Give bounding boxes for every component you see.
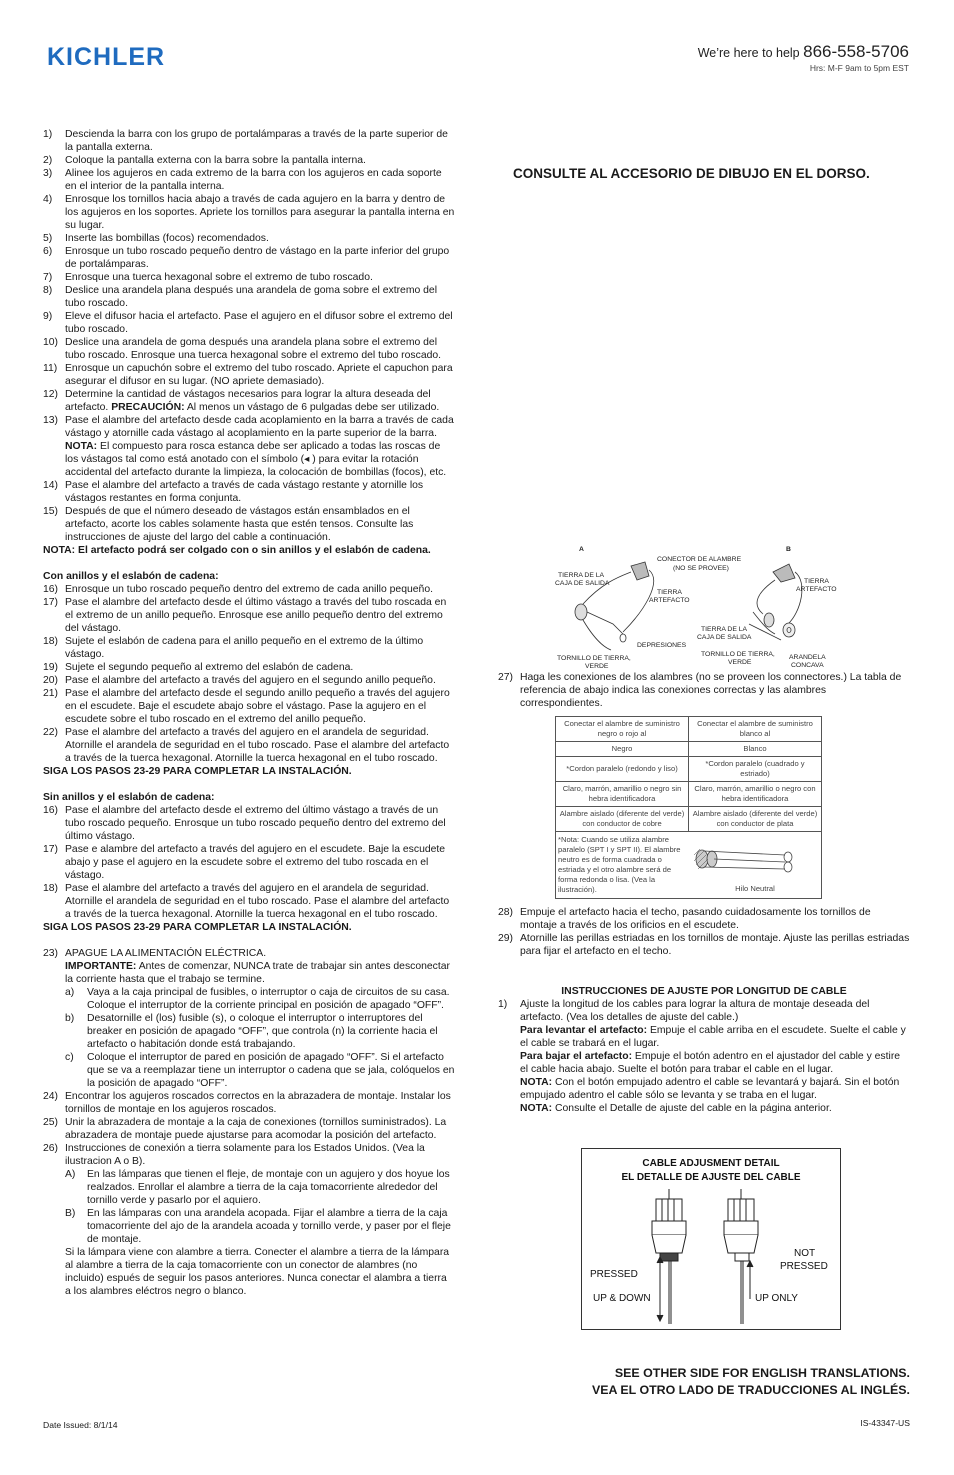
step-item: 10) Deslice una arandela de goma después una arandela plana sobre el extremo del tubo roscado. Enrosque una tuerca hexagonal sobre el extremo del tubo roscado.: [43, 337, 442, 361]
table-row: [556, 742, 822, 757]
step-23-important: IMPORTANTE: Antes de comenzar, NUNCA trate de trabajar sin antes desconectar la corriente hasta que el trabajo se termine.: [65, 961, 451, 985]
step-item: 7) Enrosque una tuerca hexagonal sobre el extremo de tubo roscado.: [43, 272, 373, 283]
ground-box-b-1: TIERRA DE LA: [701, 626, 748, 633]
pressed-label: PRESSED: [590, 1269, 638, 1280]
step-item: 4) Enrosque los tornillos hacia abajo a través de cada agujero en la barra y dentro de los agujeros en los soportes. Apriete los tornillos para asegurar la pantalla interna en su lugar.: [43, 194, 455, 231]
connector-label: CONECTOR DE ALAMBRE: [657, 556, 742, 563]
step-item: 5) Inserte las bombillas (focos) recomendados.: [43, 233, 269, 244]
step-item: 16) Enrosque un tubo roscado pequeño dentro del extremo de cada anillo pequeño.: [43, 584, 433, 595]
step-item: 6) Enrosque un tubo roscado pequeño dentro de vástago en la parte inferior del grupo de portalámparas.: [43, 246, 450, 270]
step-13: 13) Pase el alambre del artefacto desde cada acoplamiento en la barra a través de cada vástago y atornille cada vástago al acoplamiento en la parte superior de la barra. NOTA: El compuesto para rosca estanca debe ser aplicado a todas las roscas de los vástagos tal como está anotado con el símbolo (◂ ) para evitar la rotación accidental del artefacto durante la limpieza, la colocación de bombillas (focos), etc.: [43, 415, 454, 478]
not-label: NOT: [794, 1248, 816, 1259]
neutral-wire-illustration: [689, 832, 822, 899]
fixture-ground-b-1: TIERRA: [804, 578, 829, 585]
step-item: 2) Coloque la pantalla externa con la barra sobre la pantalla interna.: [43, 155, 366, 166]
table-cell: Blanco: [689, 742, 822, 757]
neutral-wire-icon: [690, 845, 820, 895]
step-item: 16) Pase el alambre del artefacto desde el extremo del último vástago a través de un tubo roscado pequeño. Enrosque un tubo roscado pequeño dentro del extremo del último vástago.: [43, 805, 446, 842]
help-contact: [698, 42, 909, 73]
diagram-label-a: A: [579, 546, 584, 553]
diagram-label-b: B: [786, 546, 791, 553]
not-pressed-label: PRESSED: [780, 1261, 828, 1272]
table-row: [556, 782, 822, 807]
see-other-en: SEE OTHER SIDE FOR ENGLISH TRANSLATIONS.: [614, 1366, 910, 1380]
step-item: 20) Pase el alambre del artefacto a través del agujero en el segundo anillo pequeño.: [43, 675, 436, 686]
detail-title-2: EL DETALLE DE AJUSTE DEL CABLE: [621, 1172, 801, 1183]
fixture-ground-a-2: ARTEFACTO: [649, 597, 690, 604]
left-instructions: [43, 128, 455, 1298]
fixture-ground-b-2: ARTEFACTO: [796, 586, 837, 593]
document-code: IS-43347-US: [860, 1418, 910, 1428]
screw-b-2: VERDE: [728, 659, 752, 666]
follow-steps-1: SIGA LOS PASOS 23-29 PARA COMPLETAR LA INSTALACIÓN.: [43, 766, 352, 777]
screw-b-1: TORNILLO DE TIERRA,: [701, 651, 775, 658]
table-cell: Conectar el alambre de suministro blanco al: [689, 717, 822, 742]
without-chain-title: Sin anillos y el eslabón de cadena:: [43, 792, 215, 803]
step-item: 26) Instrucciones de conexión a tierra solamente para los Estados Unidos. (Vea la ilustracion A o B).: [43, 1143, 425, 1167]
help-prefix: We’re here to help: [697, 46, 800, 60]
detail-title-1: CABLE ADJUSMENT DETAIL: [642, 1158, 780, 1169]
step-item: 15) Después de que el número deseado de vástagos están ensamblados en el artefacto, acorte los cables solamente hasta que estén tensos. Consulte las instrucciones de ajuste del largo del cable a continuación.: [43, 506, 414, 543]
step-23: 23) APAGUE LA ALIMENTACIÓN ELÉCTRICA.: [43, 948, 267, 959]
help-hours: Hrs: M-F 9am to 5pm EST: [809, 63, 909, 73]
step-12: 12) Determine la cantidad de vástagos necesarios para lograr la altura deseada del artefacto. PRECAUCIÓN: Al menos un vástago de 6 pulgadas debe ser utilizado.: [43, 389, 440, 413]
table-cell: Negro: [556, 742, 689, 757]
step-item: 19) Sujete el segundo pequeño al extremo del eslabón de cadena.: [43, 662, 354, 673]
table-cell: Alambre aislado (diferente del verde) con conductor de plata: [689, 807, 822, 832]
grounding-diagram: [553, 542, 837, 672]
logo-text: KICHLER: [47, 43, 166, 71]
help-phone: 866-558-5706: [803, 42, 909, 61]
wire-connection-table: [555, 716, 822, 899]
note-chain: NOTA: El artefacto podrá ser colgado con o sin anillos y el eslabón de cadena.: [43, 545, 431, 556]
step-item: 22) Pase el alambre del artefacto a través del agujero en el arandela de seguridad. Atornille el arandela de seguridad en el tubo roscado. Pase el alambre del artefacto a través de la tuerca hexagonal. Atornille la tuerca hexagonal en el tubo roscado.: [43, 727, 450, 764]
cable-adjustment-detail: [581, 1148, 841, 1330]
table-cell: Claro, marrón, amarillio o negro sin hebra identificadora: [556, 782, 689, 807]
connector-label-2: (NO SE PROVEE): [673, 565, 729, 572]
refer-heading: CONSULTE AL ACCESORIO DE DIBUJO EN EL DORSO.: [513, 166, 870, 181]
sub-step-item: B) En las lámparas con una arandela acopada. Fijar el alambre a tierra de la caja tomacorriente del ajo de la arandela acoada y tornillo verde, y paser por el fleje de montaje.: [65, 1208, 451, 1245]
sub-step-item: a) Vaya a la caja principal de fusibles, o interruptor o caja de circuitos de su casa. Coloque el interruptor de la corriente principal en posición de apagado “OFF”.: [65, 987, 450, 1011]
see-other-side: [592, 1365, 910, 1399]
table-cell: Conectar el alambre de suministro negro o rojo al: [556, 717, 689, 742]
up-only-label: UP ONLY: [755, 1293, 798, 1304]
cable-title: INSTRUCCIONES DE AJUSTE POR LONGITUD DE CABLE: [561, 986, 847, 997]
step-item: 25) Unir la abrazadera de montaje a la caja de conexiones (tornillos suministrados). La abrazadera de montaje puede ajustarse para acomodar la posición del artefacto.: [43, 1117, 447, 1141]
sub-step-item: c) Coloque el interruptor de pared en posición de apagado “OFF”. Si el artefacto que se va a reemplazar tiene un interruptor o cadena que se jala, colóquelos en la posición de apagado “OFF”.: [65, 1052, 455, 1089]
step-item: 9) Eleve el difusor hacia el artefacto. Pase el agujero en el difusor sobre el extremo del tubo roscado.: [43, 311, 453, 335]
up-down-label: UP & DOWN: [593, 1293, 651, 1304]
adjuster-not-pressed: [724, 1189, 758, 1324]
table-cell: Claro, marrón, amarillio o negro con hebra identificadora: [689, 782, 822, 807]
table-cell: *Cordon paralelo (redondo y liso): [556, 757, 689, 782]
washer-label-2: CONCAVA: [791, 662, 824, 669]
ground-box-a-2: CAJA DE SALIDA: [555, 580, 610, 587]
follow-steps-2: SIGA LOS PASOS 23-29 PARA COMPLETAR LA INSTALACIÓN.: [43, 922, 352, 933]
table-note: *Nota: Cuando se utiliza alambre paralelo (SPT I y SPT II). El alambre neutro es de forma cuadrada o estriada y el otro alambre será de forma redonda o lisa. (Vea la ilustración).: [556, 832, 689, 899]
screw-a-2: VERDE: [585, 663, 609, 670]
svg-text:Hilo Neutral: Hilo Neutral: [734, 884, 775, 893]
kichler-logo: [47, 43, 207, 71]
steps-28-29: [498, 906, 910, 958]
adjuster-pressed: [652, 1189, 686, 1324]
step-27: 27) Haga les conexiones de los alambres (no se proveen los connectores.) La tabla de referencia de abajo indica las conexiones correctas y las alambres correspondientes.: [498, 672, 902, 709]
washer-label-1: ARANDELA: [789, 654, 826, 661]
table-cell: *Cordon paralelo (cuadrado y estriado): [689, 757, 822, 782]
step-item: 1) Descienda la barra con los grupo de portalámparas a través de la parte superior de la pantalla externa.: [43, 129, 448, 153]
step-item: 29) Atornille las perillas estriadas en los tornillos de montaje. Ajuste las perillas estriadas para fijar el artefacto en el techo.: [498, 933, 910, 957]
screw-a-1: TORNILLO DE TIERRA,: [557, 655, 631, 662]
step-26-end: Si la lámpara viene con alambre a tierra. Conecter el alambre a tierra de la lámpara al alambre a tierra de la caja tomacorriente con un conector de alambres (no incluido) espués de seguir los pasos anteriores. Nunca conectar el alambra a tierra a los alambres eléctros negro o blanco.: [65, 1247, 450, 1297]
with-chain-title: Con anillos y el eslabón de cadena:: [43, 571, 219, 582]
ground-box-a-1: TIERRA DE LA: [558, 572, 605, 579]
illustration-b: [749, 564, 802, 640]
fixture-ground-a-1: TIERRA: [657, 589, 682, 596]
table-row: [556, 717, 822, 742]
ground-box-b-2: CAJA DE SALIDA: [697, 634, 752, 641]
step-item: 18) Sujete el eslabón de cadena para el anillo pequeño en el extremo de la último vástago.: [43, 636, 424, 660]
step-item: 28) Empuje el artefacto hacia el techo, pasando cuidadosamente los tornillos de montaje a través de los orificios en el escudete.: [498, 907, 871, 931]
table-cell: Alambre aislado (diferente del verde) con conductor de cobre: [556, 807, 689, 832]
step-item: 21) Pase el alambre del artefacto desde el segundo anillo pequeño a través del agujero en el escudete. Baje el escudete abajo sobre el vástago. Pase la agujero en el escudete sobre el tubo roscado en el extremo del anillo pequeño.: [43, 688, 450, 725]
step-item: 24) Encontrar los agujeros roscados correctos en la abrazadera de montaje. Instalar los tornillos de montaje en los agujeros roscados.: [43, 1091, 451, 1115]
sub-step-item: b) Desatornille el (los) fusible (s), o coloque el interruptor o interruptores del breaker en posición de apagado “OFF”, que controla (n) la corriente hacia el artefacto o habitación donde está trabajando.: [65, 1013, 438, 1050]
table-row: [556, 757, 822, 782]
step-item: 3) Alinee los agujeros en cada extremo de la barra con los agujeros en cada soporte en el interior de la pantalla interna.: [43, 168, 442, 192]
step-item: 17) Pase e alambre del artefacto a través del agujero en el escudete. Baje la escudete abajo y pase el agujero en la escudete sobre el extremo del tubo roscada en el vástago.: [43, 844, 446, 881]
cable-instructions: INSTRUCCIONES DE AJUSTE POR LONGITUD DE CABLE 1) Ajuste la longitud de los cables para lograr la altura de montaje deseada del artefacto. (Vea los detalles de ajuste del cable.) Para levantar el artefacto: Empuje el cable arriba en el escudete. Suelte el cable y el cable se trabará en el lugar. Para bajar el artefacto: Empuje el botón adentro en el ajustador del cable y estire el cable hacia abajo. Suelte el botón para trabar el cable en el lugar. NOTA: Con el botón empujado adentro el cable se levantará y bajará. Sin el botón empujado adentro el cable sólo se levanta y se traba en el lugar. NOTA: Consulte el Detalle de ajuste del cable en la página anterior.: [498, 985, 910, 1115]
see-other-es: VEA EL OTRO LADO DE TRADUCCIONES AL INGLÉS.: [591, 1383, 910, 1397]
step-item: 8) Deslice una arandela plana después una arandela de goma sobre el extremo del tubo roscado.: [43, 285, 438, 309]
sub-step-item: A) En las lámparas que tienen el fleje, de montaje con un agujero y dos hoyue los realzados. Enrollar el alambre a tierra de la caja tomacorriente alrededor del tornillo verde y pasarlo por el aquiero.: [65, 1169, 450, 1206]
step-item: 18) Pase el alambre del artefacto a través del agujero en el arandela de seguridad. Atornille el arandela de seguridad en el tubo roscado. Pase el alambre del artefacto a través de la tuerca hexagonal. Atornille la tuerca hexagonal en el tubo roscado.: [43, 883, 450, 920]
table-row: [556, 807, 822, 832]
step-item: 14) Pase el alambre del artefacto a través de cada vástago restante y atornille los vástagos restantes en forma conjunta.: [43, 480, 424, 504]
depressions-label: DEPRESIONES: [637, 642, 687, 649]
date-issued: Date Issued: 8/1/14: [43, 1420, 118, 1430]
step-item: 11) Enrosque un capuchón sobre el extremo del tubo roscado. Apriete el capuchon para asegurar el difusor en su lugar. (NO apriete demasiado).: [43, 363, 453, 387]
step-item: 17) Pase el alambre del artefacto desde el último vástago a través del tubo roscada en el extremo de un anillo pequeño. Enrosque ese anillo pequeño dentro del extremo del vástago.: [43, 597, 447, 634]
